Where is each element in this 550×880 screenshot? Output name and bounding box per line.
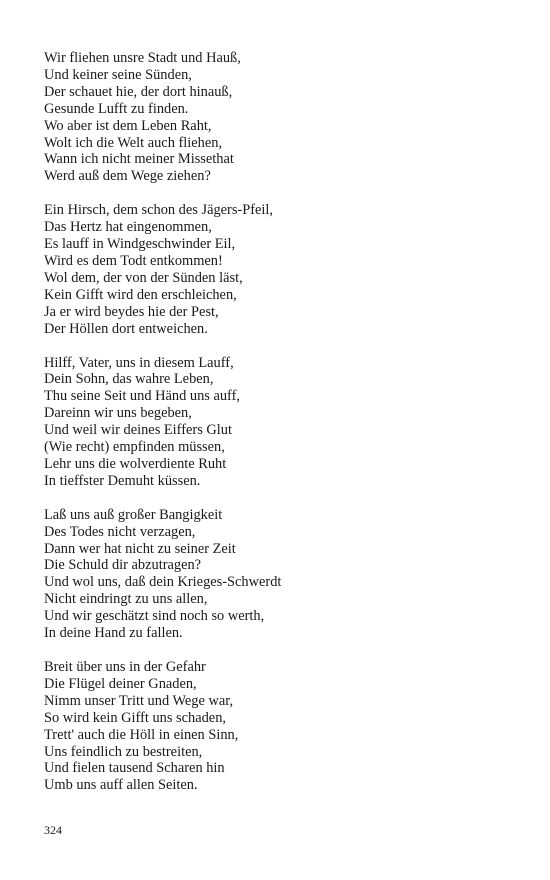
poem-line: Die Flügel deiner Gnaden, (44, 675, 197, 692)
poem-line: Wo aber ist dem Leben Raht, (44, 117, 212, 134)
stanza-2 (44, 202, 514, 337)
poem-line: Dann wer hat nicht zu seiner Zeit (44, 540, 236, 557)
poem-line: Wir fliehen unsre Stadt und Hauß, (44, 50, 241, 66)
poem-line: Und wol uns, daß dein Krieges-Schwerdt (44, 574, 282, 591)
poem-line: Des Todes nicht verzagen, (44, 523, 196, 540)
poem-line: Kein Gifft wird den erschleichen, (44, 286, 237, 303)
poem-line: Wol dem, der von der Sünden läst, (44, 269, 243, 286)
poem-line: Und wir geschätzt sind noch so werth, (44, 608, 265, 625)
poem-line: Umb uns auff allen Seiten. (44, 777, 198, 794)
stanza-3 (44, 355, 514, 490)
poem-line: Gesunde Lufft zu finden. (44, 100, 189, 117)
poem-line: Ja er wird beydes hie der Pest, (44, 303, 219, 320)
poem-line: Wann ich nicht meiner Missethat (44, 151, 234, 168)
poem-line: (Wie recht) empfinden müssen, (44, 439, 225, 456)
poem-line: Dein Sohn, das wahre Leben, (44, 371, 214, 388)
poem-line: Werd auß dem Wege ziehen? (44, 168, 211, 185)
poem-line: Dareinn wir uns begeben, (44, 405, 192, 422)
poem-line: Thu seine Seit und Händ uns auff, (44, 388, 240, 405)
stanza-5 (44, 659, 514, 794)
poem-line: Hilff, Vater, uns in diesem Lauff, (44, 354, 234, 371)
stanza-4 (44, 507, 514, 642)
page-number: 324 (44, 823, 62, 837)
poem-line: Das Hertz hat eingenommen, (44, 219, 212, 236)
poem-line: Der Höllen dort entweichen. (44, 320, 208, 337)
poem-line: In deine Hand zu fallen. (44, 625, 183, 642)
poem-line: Die Schuld dir abzutragen? (44, 557, 202, 574)
poem-line: Breit über uns in der Gefahr (44, 659, 206, 675)
poem-line: Und fielen tausend Scharen hin (44, 760, 225, 777)
poem-line: Nimm unser Tritt und Wege war, (44, 692, 234, 709)
poem-line: Es lauff in Windgeschwinder Eil, (44, 236, 236, 253)
poem-line: Wird es dem Todt entkommen! (44, 252, 223, 269)
poem-line: Trett' auch die Höll in einen Sinn, (44, 726, 239, 743)
poem-line: So wird kein Gifft uns schaden, (44, 709, 226, 726)
stanza-1 (44, 50, 514, 185)
poem-line: Wolt ich die Welt auch fliehen, (44, 134, 223, 151)
poem-line: Und weil wir deines Eiffers Glut (44, 422, 232, 439)
poem-line: In tieffster Demuht küssen. (44, 472, 201, 489)
poem-line: Lehr uns die wolverdiente Ruht (44, 455, 227, 472)
poem-line: Der schauet hie, der dort hinauß, (44, 83, 233, 100)
poem-line: Uns feindlich zu bestreiten, (44, 743, 203, 760)
poem (44, 50, 514, 811)
poem-line: Nicht eindringt zu uns allen, (44, 591, 208, 608)
poem-line: Laß uns auß großer Bangigkeit (44, 506, 223, 523)
poem-line: Und keiner seine Sünden, (44, 66, 192, 83)
poem-line: Ein Hirsch, dem schon des Jägers-Pfeil, (44, 202, 273, 219)
